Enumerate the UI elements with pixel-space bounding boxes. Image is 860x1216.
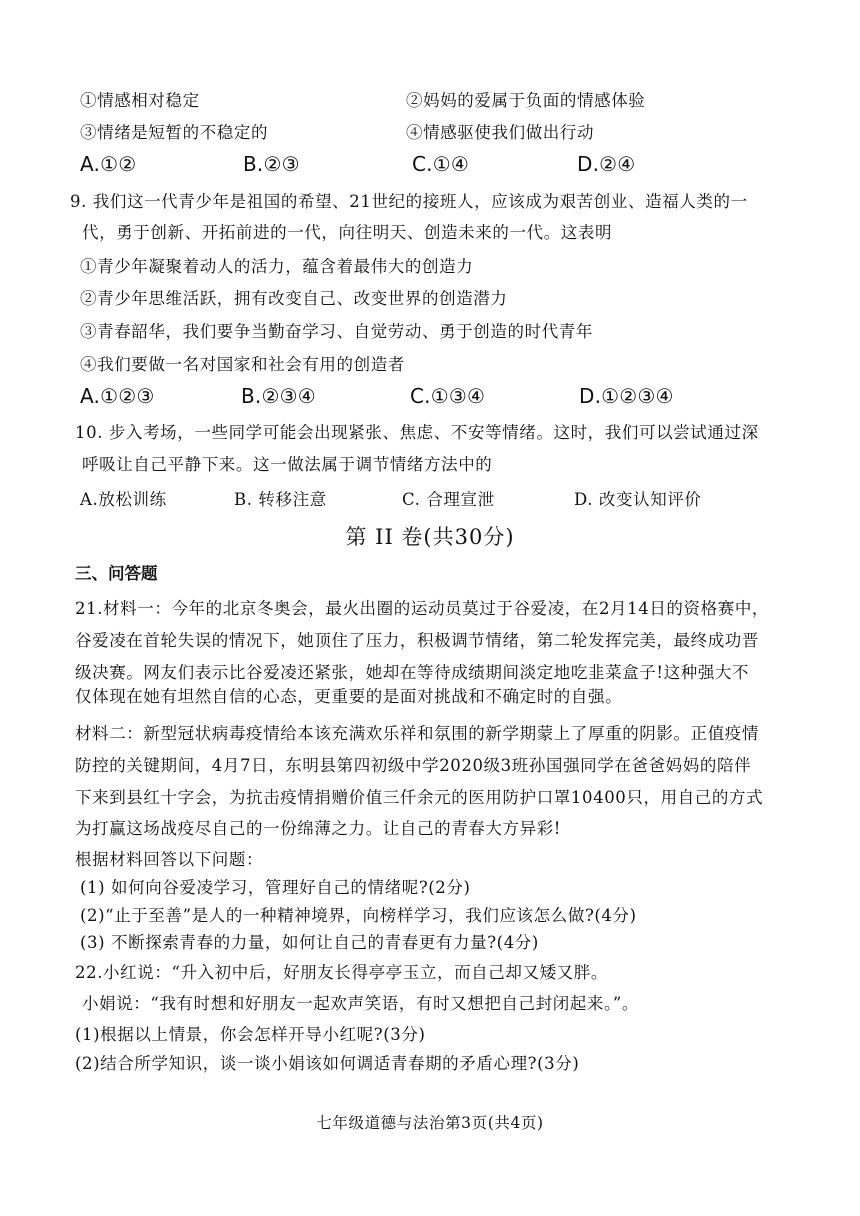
- q9-stem-line-1: 9. 我们这一代青少年是祖国的希望、21世纪的接班人，应该成为艰苦创业、造福人类的一: [70, 192, 748, 211]
- q21-question-2: (2)“止于至善”是人的一种精神境界，向榜样学习，我们应该怎么做?(4分): [80, 906, 637, 925]
- q10-option-d: D. 改变认知评价: [574, 490, 702, 509]
- q10-option-a: A.放松训练: [80, 490, 167, 509]
- q8-option-c: C.①④: [412, 152, 469, 176]
- q21-prompt: 根据材料回答以下问题：: [75, 850, 264, 869]
- page-footer: 七年级道德与法治第3页(共4页): [316, 1114, 544, 1132]
- part-2-title: 第 II 卷(共30分): [345, 525, 515, 549]
- q21-material2-line-4: 为打赢这场战疫尽自己的一份绵薄之力。让自己的青春大方异彩!: [75, 819, 562, 838]
- q8-statement-3: ③情绪是短暂的不稳定的: [80, 123, 269, 142]
- q22-line-1: 22.小红说：“升入初中后，好朋友长得亭亭玉立，而自己却又矮又胖。: [75, 963, 608, 982]
- q21-question-1: (1) 如何向谷爱凌学习，管理好自己的情绪呢?(2分): [80, 878, 471, 897]
- q9-statement-1: ①青少年凝聚着动人的活力，蕴含着最伟大的创造力: [80, 257, 474, 276]
- q21-material1-line-2: 谷爱凌在首轮失误的情况下，她顶住了压力，积极调节情绪，第二轮发挥完美，最终成功晋: [75, 631, 759, 650]
- q21-material2-line-2: 防控的关键期间，4月7日，东明县第四初级中学2020级3班孙国强同学在爸爸妈妈的陪伴: [75, 756, 752, 775]
- q21-material1-line-4: 仅体现在她有坦然自信的心态，更重要的是面对挑战和不确定时的自强。: [75, 687, 623, 706]
- q21-material2-line-1: 材料二：新型冠状病毒疫情给本该充满欢乐祥和氛围的新学期蒙上了厚重的阴影。正值疫情: [75, 724, 759, 743]
- q9-option-b: B.②③④: [241, 384, 316, 408]
- q22-line-2: 小娟说：“我有时想和好朋友一起欢声笑语，有时又想把自己封闭起来。”。: [82, 994, 640, 1013]
- q10-stem-line-1: 10. 步入考场，一些同学可能会出现紧张、焦虑、不安等情绪。这时，我们可以尝试通过深: [75, 423, 759, 442]
- section-3-heading: 三、问答题: [75, 564, 158, 583]
- q8-option-a: A.①②: [80, 152, 137, 176]
- q9-option-a: A.①②③: [80, 384, 155, 408]
- q8-option-b: B.②③: [243, 152, 300, 176]
- q22-question-2: (2)结合所学知识，谈一谈小娟该如何调适青春期的矛盾心理?(3分): [75, 1054, 580, 1073]
- q22-question-1: (1)根据以上情景，你会怎样开导小红呢?(3分): [75, 1025, 426, 1044]
- q9-stem-line-2: 代，勇于创新、开拓前进的一代，向往明天、创造未来的一代。这表明: [82, 223, 613, 242]
- q9-statement-3: ③青春韶华，我们要争当勤奋学习、自觉劳动、勇于创造的时代青年: [80, 322, 593, 341]
- q8-statement-1: ①情感相对稳定: [80, 91, 200, 110]
- q9-statement-4: ④我们要做一名对国家和社会有用的创造者: [80, 355, 405, 374]
- q21-material1-line-1: 21.材料一：今年的北京冬奥会，最火出圈的运动员莫过于谷爱凌，在2月14日的资格赛中，: [75, 599, 770, 618]
- q8-statement-2: ②妈妈的爱属于负面的情感体验: [406, 91, 646, 110]
- q9-statement-2: ②青少年思维活跃，拥有改变自己、改变世界的创造潜力: [80, 289, 508, 308]
- q10-stem-line-2: 呼吸让自己平静下来。这一做法属于调节情绪方法中的: [82, 455, 493, 474]
- q21-material1-line-3: 级决赛。网友们表示比谷爱凌还紧张，她却在等待成绩期间淡定地吃韭菜盒子!这种强大不: [75, 663, 750, 682]
- q8-option-d: D.②④: [577, 152, 636, 176]
- q10-option-c: C. 合理宣泄: [402, 490, 495, 509]
- q21-material2-line-3: 下来到县红十字会，为抗击疫情捐赠价值三仟余元的医用防护口罩10400只，用自己的方式: [75, 788, 764, 807]
- q8-statement-4: ④情感驱使我们做出行动: [406, 123, 595, 142]
- q9-option-c: C.①③④: [410, 384, 486, 408]
- q21-question-3: (3) 不断探索青春的力量，如何让自己的青春更有力量?(4分): [80, 933, 539, 952]
- q9-option-d: D.①②③④: [579, 384, 674, 408]
- q10-option-b: B. 转移注意: [234, 490, 327, 509]
